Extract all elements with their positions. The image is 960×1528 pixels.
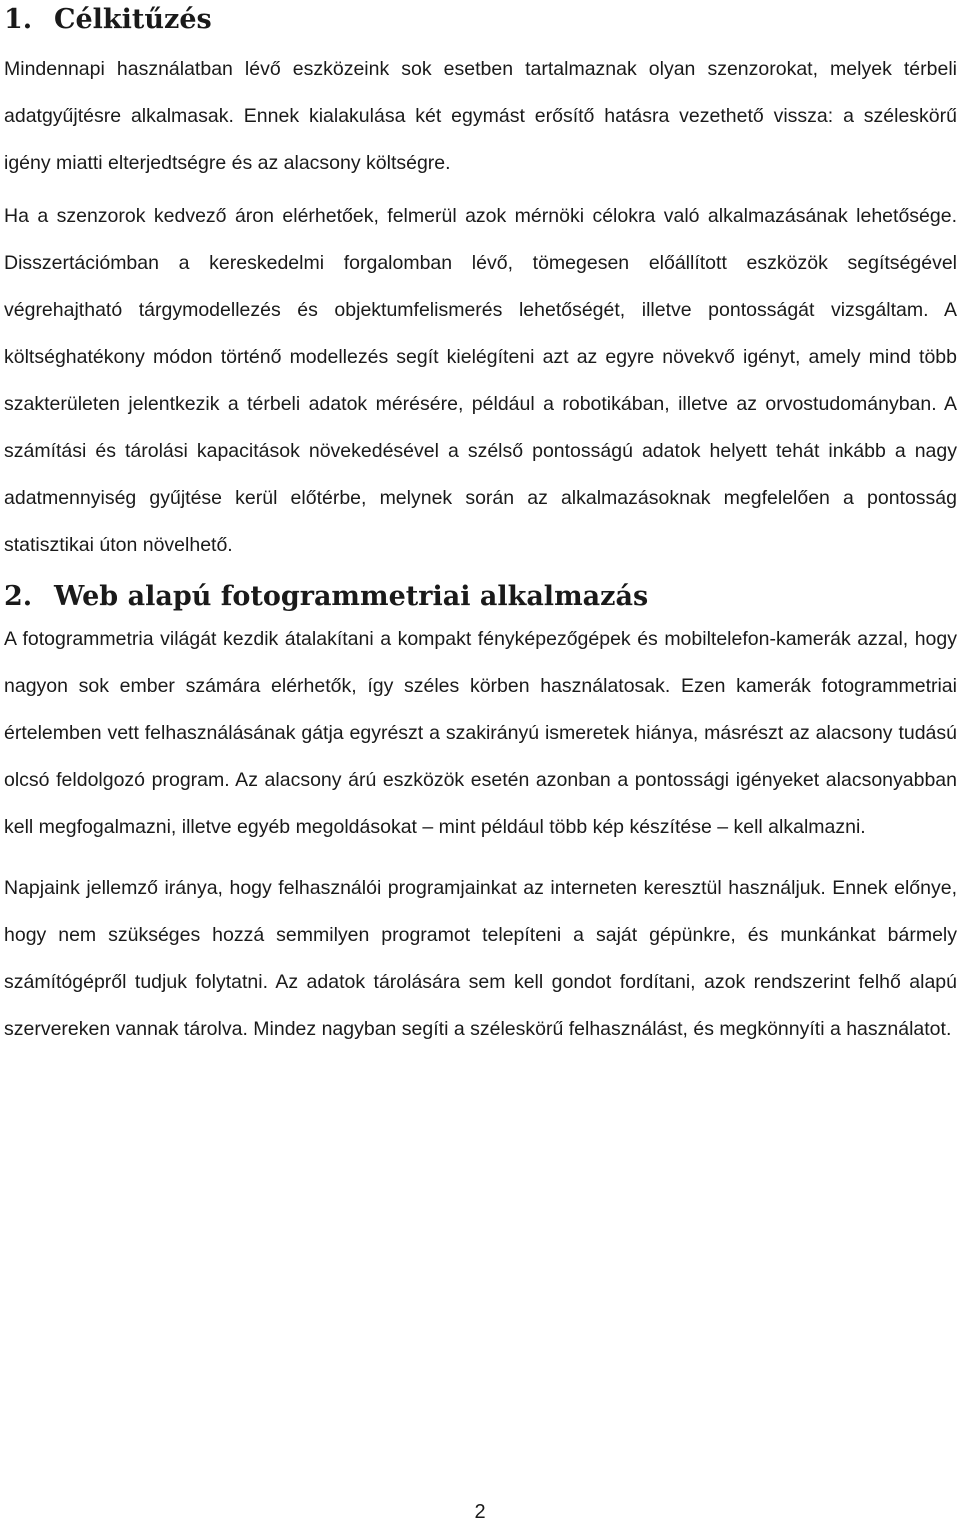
section-title-1: Célkitűzés bbox=[54, 4, 212, 35]
paragraph-1-1: Mindennapi használatban lévő eszközeink sok esetben tartalmaznak olyan szenzorokat, melyek térbeli adatgyűjtésre alkalmasak. Ennek kialakulása két egymást erősítő hatásra vezethető vissza: a széleskörű igény miatti elterjedtségre és az alacsony költségre. bbox=[4, 58, 957, 174]
paragraph-2-2: Napjaink jellemző iránya, hogy felhasználói programjainkat az interneten keresztül használjuk. Ennek előnye, hogy nem szükséges hozzá semmilyen programot telepíteni a saját gépünkre, és munkánkat bármely számítógépről tudjuk folytatni. Az adatok tárolására sem kell gondot fordítani, azok rendszerint felhő alapú szervereken vannak tárolva. Mindez nagyban segíti a széleskörű felhasználást, és megkönnyíti a használatot. bbox=[4, 877, 957, 1040]
section-title-2: Web alapú fotogrammetriai alkalmazás bbox=[54, 581, 649, 612]
document-page bbox=[4, 0, 957, 1053]
section-number-2: 2. bbox=[4, 581, 33, 612]
section-heading-2 bbox=[4, 580, 957, 614]
paragraph-1-2: Ha a szenzorok kedvező áron elérhetőek, felmerül azok mérnöki célokra való alkalmazásának lehetősége. Disszertációmban a kereskedelmi forgalomban lévő, tömegesen előállított eszközök segítségével végrehajtható tárgymodellezés és objektumfelismerés lehetőségét, illetve pontosságát vizsgáltam. A költséghatékony módon történő modellezés segít kielégíteni azt az egyre növekvő igényt, amely mind több szakterületen jelentkezik a térbeli adatok mérésére, például a robotikában, illetve az orvostudományban. A számítási és tárolási kapacitások növekedésével a szélső pontosságú adatok helyett tehát inkább a nagy adatmennyiség gyűjtése kerül előtérbe, melynek során az alkalmazásoknak megfelelően a pontosság statisztikai úton növelhető. bbox=[4, 205, 957, 556]
section-number-1: 1. bbox=[4, 4, 33, 35]
page-number: 2 bbox=[474, 1501, 486, 1523]
paragraph-2-1: A fotogrammetria világát kezdik átalakítani a kompakt fényképezőgépek és mobiltelefon-kamerák azzal, hogy nagyon sok ember számára elérhetők, így széles körben használatosak. Ezen kamerák fotogrammetriai értelemben vett felhasználásának gátja egyrészt a szakirányú ismeretek hiánya, másrészt az alacsony tudású olcsó feldolgozó program. Az alacsony árú eszközök esetén azonban a pontossági igényeket alacsonyabban kell megfogalmazni, illetve egyéb megoldásokat – mint például több kép készítése – kell alkalmazni. bbox=[4, 628, 957, 838]
section-heading-1 bbox=[4, 3, 957, 37]
